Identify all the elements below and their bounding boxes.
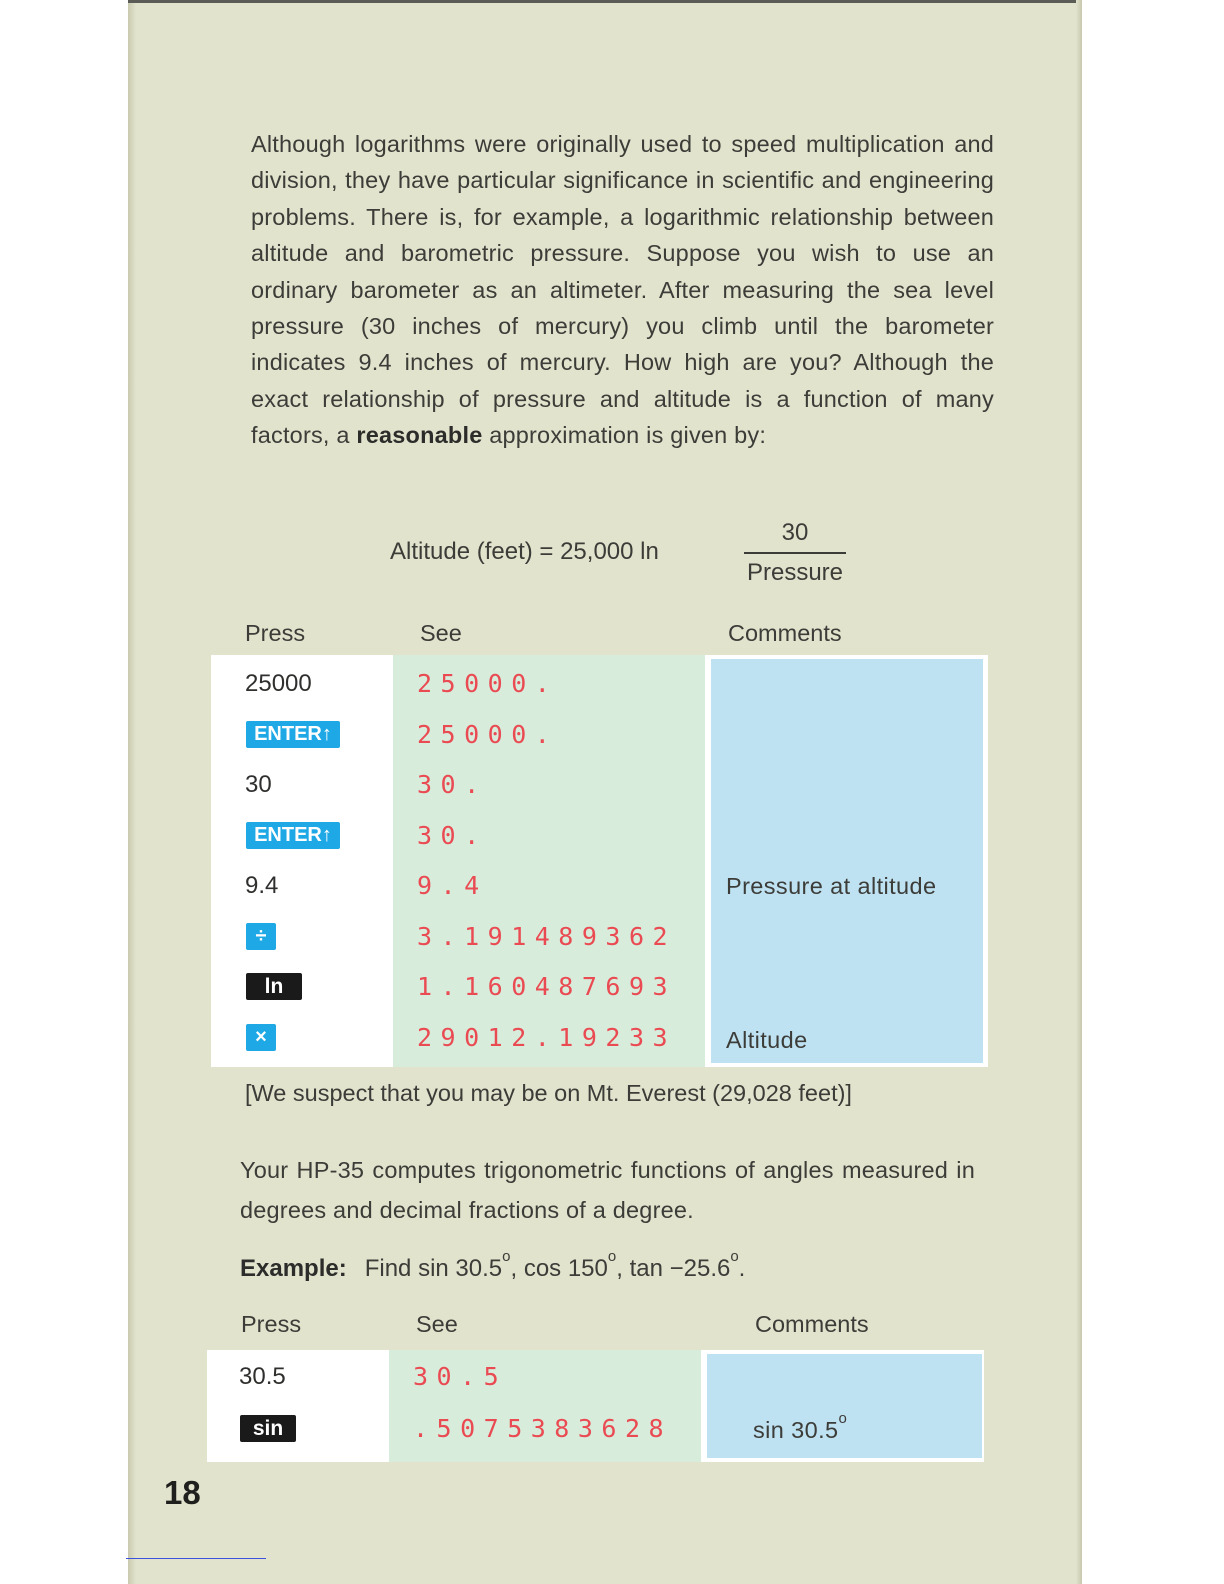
example-label: Example: (240, 1255, 347, 1282)
comments-column (711, 659, 983, 1063)
formula-numerator: 30 (781, 519, 809, 546)
table1-header-comments: Comments (728, 620, 842, 646)
display-readout: .5075383628 (413, 1414, 673, 1443)
formula-fraction (740, 516, 850, 590)
comment-label: Altitude (726, 1026, 808, 1053)
comment-text (753, 1410, 848, 1444)
display-readout: 25000. (417, 719, 559, 749)
table2-header-comments: Comments (755, 1311, 869, 1337)
calculator-key: × (246, 1024, 276, 1051)
degree-mark: o (838, 1410, 848, 1427)
everest-note: [We suspect that you may be on Mt. Everest (29,028 feet)] (245, 1080, 852, 1106)
degree-mark: o (607, 1248, 617, 1265)
keystroke-table-2 (207, 1350, 984, 1462)
calculator-key: sin (240, 1415, 296, 1442)
press-entry: 30 (245, 771, 272, 798)
press-entry: 9.4 (245, 872, 279, 899)
display-readout: 30. (417, 820, 488, 850)
edge-underline (126, 1558, 266, 1559)
degree-mark: o (730, 1248, 739, 1265)
formula-denominator: Pressure (746, 559, 844, 586)
keystroke-table-1 (211, 655, 988, 1067)
example-text-3: , tan −25.6 (616, 1255, 731, 1282)
comment-label: sin 30.5 (753, 1416, 839, 1443)
example-text-2: , cos 150 (510, 1255, 608, 1282)
top-edge-line (128, 0, 1082, 3)
display-readout: 30. (417, 770, 488, 799)
table1-header-press: Press (245, 620, 306, 646)
table1-header-see: See (420, 620, 462, 646)
display-readout: 30.5 (413, 1362, 508, 1391)
intro-emphasis: reasonable (356, 422, 483, 449)
table2-header-press: Press (241, 1311, 302, 1337)
comment-label: Pressure at altitude (726, 873, 937, 899)
intro-text-2: approximation is given by: (482, 422, 767, 449)
display-readout: 29012.19233 (417, 1022, 677, 1052)
calculator-key: ln (246, 973, 302, 1000)
calculator-key: ÷ (246, 923, 276, 950)
example-text-1: Find sin 30.5 (364, 1255, 503, 1282)
example-text-4: . (738, 1255, 746, 1282)
manual-page (128, 0, 1082, 1584)
example-line (240, 1248, 746, 1283)
display-readout: 1.160487693 (417, 972, 677, 1001)
fraction-bar (744, 552, 846, 554)
calculator-key: ENTER↑ (246, 822, 340, 849)
table2-header-see: See (416, 1311, 458, 1337)
display-readout: 3.191489362 (417, 921, 677, 951)
display-readout: 9.4 (417, 871, 488, 900)
comment-text (726, 873, 936, 900)
comment-text (726, 1027, 808, 1054)
intro-paragraph (251, 126, 994, 454)
trig-paragraph: Your HP-35 computes trigonometric functions of angles measured in degrees and decimal fractions of a degree. (240, 1157, 975, 1223)
page-number: 18 (164, 1474, 201, 1511)
calculator-key: ENTER↑ (246, 721, 340, 748)
press-entry: 30.5 (239, 1363, 286, 1390)
formula-lhs: Altitude (feet) = 25,000 ln (390, 538, 659, 565)
intro-text-1: Although logarithms were originally used to speed multiplication and division, they have particular significance in scientific and engineering problems. There is, for example, a logarithmic relationship between altitude and barometric pressure. Suppose you wish to use an ordinary barometer as an altimeter. After measuring the sea level pressure (30 inches of mercury) you climb until the barometer indicates 9.4 inches of mercury. How high are you? Although the exact relationship of pressure and altitude is a function of many factors, a (251, 131, 994, 449)
display-readout: 25000. (417, 669, 559, 698)
press-entry: 25000 (245, 670, 312, 697)
degree-mark: o (502, 1248, 511, 1265)
